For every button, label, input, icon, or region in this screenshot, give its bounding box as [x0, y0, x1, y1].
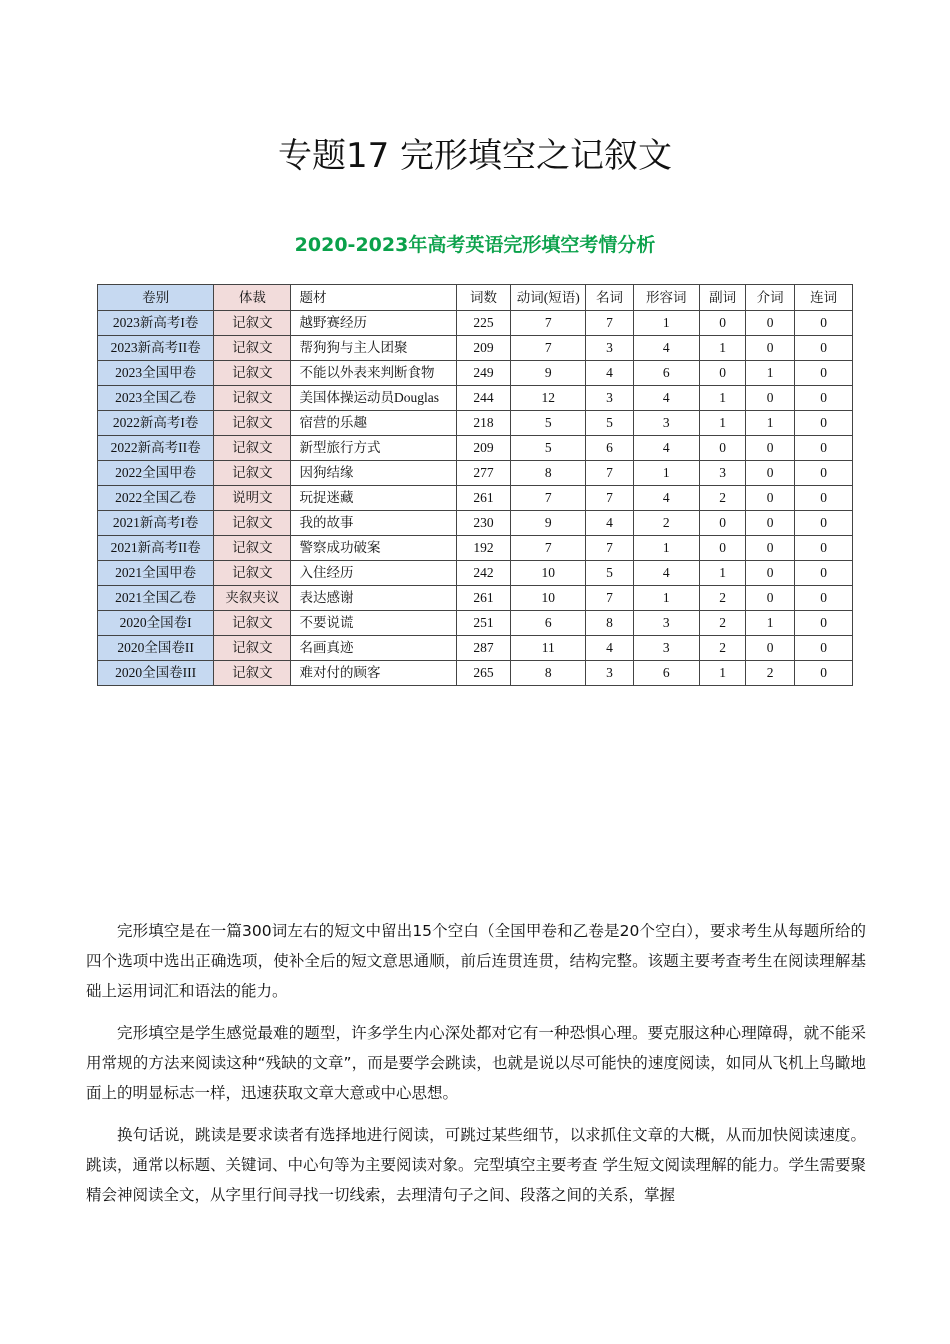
- table-cell: 2020全国卷I: [98, 611, 214, 636]
- table-cell: 5: [586, 411, 633, 436]
- table-cell: 2021全国甲卷: [98, 561, 214, 586]
- table-cell: 记叙文: [214, 336, 291, 361]
- table-cell: 2021新高考I卷: [98, 511, 214, 536]
- table-cell: 12: [511, 386, 586, 411]
- table-row: [98, 661, 853, 686]
- page-title: 专题17 完形填空之记叙文: [277, 136, 673, 176]
- table-cell: 0: [700, 536, 746, 561]
- table-cell: 7: [511, 486, 586, 511]
- table-cell: 3: [586, 336, 633, 361]
- header-cell: 副词: [700, 285, 746, 311]
- table-cell: 难对付的顾客: [291, 661, 457, 686]
- table-cell: 0: [795, 636, 853, 661]
- table-row: [98, 336, 853, 361]
- table-title: 2020-2023年高考英语完形填空考情分析: [294, 234, 656, 256]
- table-cell: 记叙文: [214, 536, 291, 561]
- table-cell: 244: [457, 386, 511, 411]
- table-cell: 242: [457, 561, 511, 586]
- table-cell: 0: [795, 486, 853, 511]
- table-row: [98, 436, 853, 461]
- table-cell: 209: [457, 436, 511, 461]
- table-cell: 10: [511, 586, 586, 611]
- table-cell: 记叙文: [214, 661, 291, 686]
- table-cell: 3: [586, 661, 633, 686]
- table-cell: 4: [633, 386, 699, 411]
- table-cell: 3: [586, 386, 633, 411]
- table-cell: 5: [511, 436, 586, 461]
- table-cell: 玩捉迷藏: [291, 486, 457, 511]
- table-cell: 新型旅行方式: [291, 436, 457, 461]
- table-cell: 225: [457, 311, 511, 336]
- table-cell: 5: [586, 561, 633, 586]
- table-row: [98, 311, 853, 336]
- table-row: [98, 636, 853, 661]
- header-cell: 动词(短语): [511, 285, 586, 311]
- table-cell: 0: [746, 386, 795, 411]
- table-cell: 8: [511, 461, 586, 486]
- table-cell: 4: [586, 636, 633, 661]
- table-cell: 美国体操运动员Douglas: [291, 386, 457, 411]
- table-cell: 0: [795, 561, 853, 586]
- table-cell: 2: [700, 611, 746, 636]
- table-cell: 说明文: [214, 486, 291, 511]
- table-cell: 0: [746, 486, 795, 511]
- table-cell: 0: [746, 636, 795, 661]
- table-cell: 7: [586, 486, 633, 511]
- table-cell: 2023新高考II卷: [98, 336, 214, 361]
- header-cell: 体裁: [214, 285, 291, 311]
- table-cell: 6: [511, 611, 586, 636]
- table-cell: 0: [746, 511, 795, 536]
- table-cell: 0: [700, 511, 746, 536]
- table-cell: 记叙文: [214, 411, 291, 436]
- table-cell: 2023全国甲卷: [98, 361, 214, 386]
- table-cell: 1: [633, 586, 699, 611]
- table-cell: 名画真迹: [291, 636, 457, 661]
- table-cell: 7: [586, 586, 633, 611]
- table-cell: 261: [457, 586, 511, 611]
- table-cell: 0: [700, 436, 746, 461]
- table-cell: 1: [633, 461, 699, 486]
- table-cell: 1: [746, 411, 795, 436]
- table-cell: 记叙文: [214, 436, 291, 461]
- table-cell: 2: [633, 511, 699, 536]
- table-cell: 0: [795, 411, 853, 436]
- table-cell: 0: [746, 536, 795, 561]
- table-cell: 1: [746, 611, 795, 636]
- table-cell: 3: [633, 636, 699, 661]
- table-cell: 9: [511, 361, 586, 386]
- table-cell: 0: [700, 361, 746, 386]
- table-cell: 夹叙夹议: [214, 586, 291, 611]
- table-cell: 2022新高考II卷: [98, 436, 214, 461]
- table-row: [98, 536, 853, 561]
- table-cell: 0: [795, 586, 853, 611]
- table-cell: 10: [511, 561, 586, 586]
- table-cell: 2020全国卷II: [98, 636, 214, 661]
- header-cell: 连词: [795, 285, 853, 311]
- table-cell: 218: [457, 411, 511, 436]
- table-cell: 6: [586, 436, 633, 461]
- table-cell: 249: [457, 361, 511, 386]
- table-cell: 2: [700, 586, 746, 611]
- table-cell: 4: [633, 561, 699, 586]
- table-cell: 209: [457, 336, 511, 361]
- table-cell: 不能以外表来判断食物: [291, 361, 457, 386]
- table-cell: 192: [457, 536, 511, 561]
- table-row: [98, 486, 853, 511]
- header-cell: 词数: [457, 285, 511, 311]
- table-cell: 4: [633, 436, 699, 461]
- table-cell: 0: [746, 461, 795, 486]
- table-cell: 4: [586, 361, 633, 386]
- table-cell: 4: [586, 511, 633, 536]
- table-cell: 2023新高考I卷: [98, 311, 214, 336]
- table-cell: 2022全国乙卷: [98, 486, 214, 511]
- table-cell: 1: [746, 361, 795, 386]
- table-cell: 记叙文: [214, 561, 291, 586]
- table-cell: 11: [511, 636, 586, 661]
- table-cell: 4: [633, 336, 699, 361]
- header-cell: 题材: [291, 285, 457, 311]
- table-cell: 0: [795, 536, 853, 561]
- table-cell: 0: [746, 561, 795, 586]
- table-cell: 入住经历: [291, 561, 457, 586]
- table-cell: 7: [586, 461, 633, 486]
- table-cell: 0: [746, 336, 795, 361]
- table-cell: 3: [633, 411, 699, 436]
- table-cell: 4: [633, 486, 699, 511]
- table-cell: 0: [795, 511, 853, 536]
- table-cell: 0: [746, 436, 795, 461]
- table-cell: 记叙文: [214, 511, 291, 536]
- table-row: [98, 561, 853, 586]
- header-cell: 名词: [586, 285, 633, 311]
- paragraph: 完形填空是学生感觉最难的题型，许多学生内心深处都对它有一种恐惧心理。要克服这种心理障碍，就不能采用常规的方法来阅读这种“残缺的文章”，而是要学会跳读，也就是说以尽可能快的速度阅读，如同从飞机上鸟瞰地面上的明显标志一样，迅速获取文章大意或中心思想。: [86, 1024, 866, 1102]
- paragraph: 完形填空是在一篇300词左右的短文中留出15个空白（全国甲卷和乙卷是20个空白），要求考生从每题所给的四个选项中选出正确选项，使补全后的短文意思通顺，前后连贯连贯，结构完整。该题主要考查考生在阅读理解基础上运用词汇和语法的能力。: [86, 922, 866, 1000]
- table-header-row: [98, 285, 853, 311]
- table-cell: 261: [457, 486, 511, 511]
- table-cell: 2021新高考II卷: [98, 536, 214, 561]
- table-row: [98, 386, 853, 411]
- table-row: [98, 361, 853, 386]
- table-cell: 1: [700, 561, 746, 586]
- table-cell: 记叙文: [214, 361, 291, 386]
- table-cell: 记叙文: [214, 611, 291, 636]
- table-cell: 0: [795, 461, 853, 486]
- table-row: [98, 461, 853, 486]
- table-cell: 帮狗狗与主人团聚: [291, 336, 457, 361]
- table-cell: 2020全国卷III: [98, 661, 214, 686]
- table-cell: 2021全国乙卷: [98, 586, 214, 611]
- table-cell: 7: [586, 536, 633, 561]
- header-cell: 卷别: [98, 285, 214, 311]
- table-cell: 越野赛经历: [291, 311, 457, 336]
- table-row: [98, 511, 853, 536]
- table-cell: 我的故事: [291, 511, 457, 536]
- table-cell: 2023全国乙卷: [98, 386, 214, 411]
- table-cell: 251: [457, 611, 511, 636]
- table-cell: 0: [795, 436, 853, 461]
- table-cell: 1: [700, 411, 746, 436]
- table-cell: 2022全国甲卷: [98, 461, 214, 486]
- table-cell: 230: [457, 511, 511, 536]
- table-cell: 记叙文: [214, 461, 291, 486]
- body-text: [86, 916, 866, 1222]
- table-cell: 7: [511, 311, 586, 336]
- paragraph: 换句话说，跳读是要求读者有选择地进行阅读，可跳过某些细节，以求抓住文章的大概，从而加快阅读速度。跳读，通常以标题、关键词、中心句等为主要阅读对象。完型填空主要考查 学生短文阅读理解的能力。学生需要聚精会神阅读全文，从字里行间寻找一切线索，去理清句子之间、段落之间的关系，掌握: [86, 1126, 866, 1204]
- table-cell: 3: [633, 611, 699, 636]
- exam-analysis-table: [97, 284, 853, 686]
- table-cell: 1: [700, 386, 746, 411]
- table-cell: 记叙文: [214, 636, 291, 661]
- table-cell: 0: [700, 311, 746, 336]
- table-cell: 宿营的乐趣: [291, 411, 457, 436]
- table-cell: 不要说谎: [291, 611, 457, 636]
- table-cell: 265: [457, 661, 511, 686]
- table-row: [98, 586, 853, 611]
- table-row: [98, 411, 853, 436]
- table-cell: 1: [700, 661, 746, 686]
- table-cell: 0: [746, 586, 795, 611]
- table-cell: 1: [633, 536, 699, 561]
- table-cell: 0: [795, 361, 853, 386]
- table-cell: 2: [700, 636, 746, 661]
- table-cell: 7: [586, 311, 633, 336]
- table-row: [98, 611, 853, 636]
- table-cell: 7: [511, 336, 586, 361]
- table-cell: 287: [457, 636, 511, 661]
- header-cell: 介词: [746, 285, 795, 311]
- table-cell: 1: [700, 336, 746, 361]
- table-cell: 9: [511, 511, 586, 536]
- table-cell: 2022新高考I卷: [98, 411, 214, 436]
- table-cell: 6: [633, 661, 699, 686]
- table-cell: 警察成功破案: [291, 536, 457, 561]
- table-cell: 277: [457, 461, 511, 486]
- table-cell: 0: [795, 311, 853, 336]
- table-cell: 1: [633, 311, 699, 336]
- table-cell: 因狗结缘: [291, 461, 457, 486]
- table-cell: 2: [700, 486, 746, 511]
- table-cell: 5: [511, 411, 586, 436]
- table-cell: 记叙文: [214, 311, 291, 336]
- table-cell: 8: [511, 661, 586, 686]
- header-cell: 形容词: [633, 285, 699, 311]
- table-cell: 2: [746, 661, 795, 686]
- table-cell: 0: [795, 386, 853, 411]
- table-cell: 7: [511, 536, 586, 561]
- table-cell: 6: [633, 361, 699, 386]
- table-cell: 0: [795, 336, 853, 361]
- table-cell: 记叙文: [214, 386, 291, 411]
- table-cell: 0: [746, 311, 795, 336]
- table-body: [98, 311, 853, 686]
- table-cell: 0: [795, 611, 853, 636]
- table-cell: 8: [586, 611, 633, 636]
- table-cell: 表达感谢: [291, 586, 457, 611]
- table-cell: 3: [700, 461, 746, 486]
- table-cell: 0: [795, 661, 853, 686]
